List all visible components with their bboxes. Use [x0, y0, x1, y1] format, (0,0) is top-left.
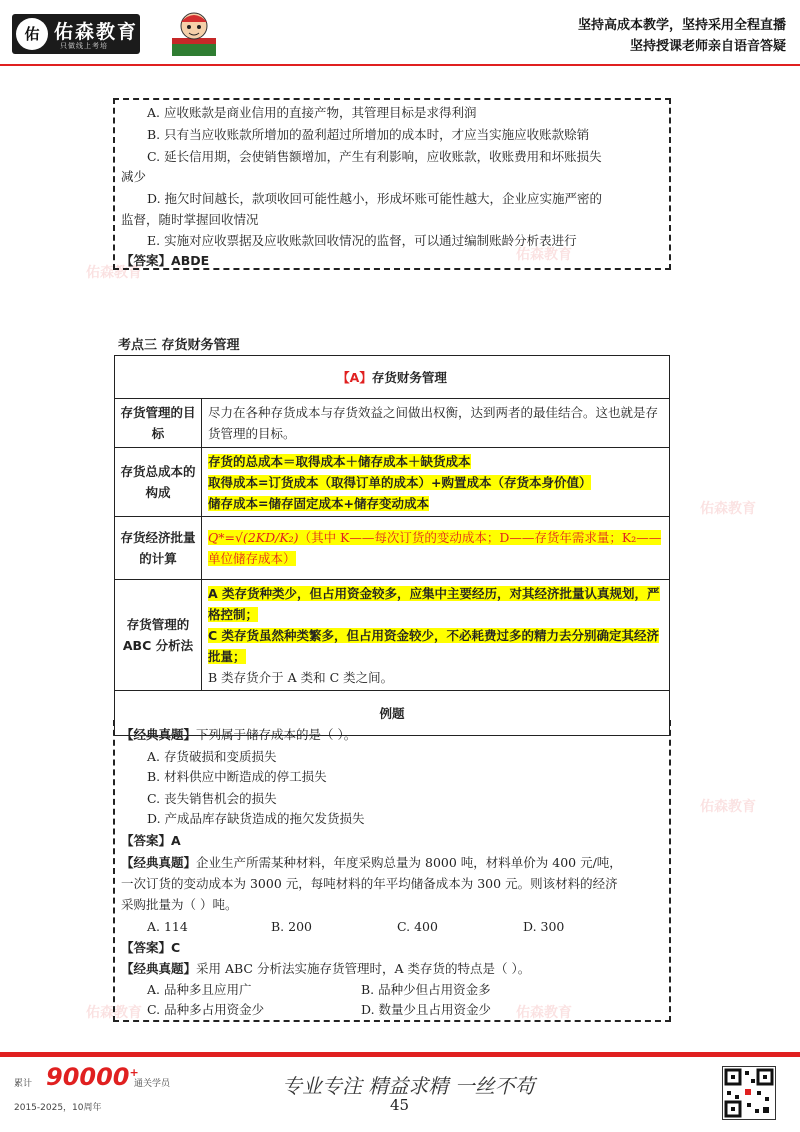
- brand-logo: [12, 14, 140, 54]
- answer-label: 【答案】: [121, 833, 172, 848]
- question-text-cont: 采购批量为（ ）吨。: [121, 897, 238, 912]
- option-c: C. 丧失销售机会的损失: [147, 791, 277, 806]
- highlighted-text: 储存成本=储存固定成本+储存变动成本: [208, 495, 429, 511]
- handwritten-motto: 专业专注 精益求精 一丝不苟: [282, 1074, 535, 1098]
- highlighted-text: C 类存货虽然种类繁多，但占用资金较少，不必耗费过多的精力去分别确定其经济批量；: [208, 627, 660, 664]
- row-content: [202, 517, 670, 580]
- watermark: 佑森教育: [700, 799, 756, 815]
- logo-name: 佑森教育: [54, 21, 139, 43]
- table-title-text: 存货财务管理: [371, 370, 447, 385]
- question-text: 采用 ABC 分析法实施存货管理时，A 类存货的特点是（ ）。: [196, 961, 531, 976]
- row-content: [202, 448, 670, 517]
- footer-suffix: 通关学员: [134, 1079, 171, 1089]
- option-b: B. 材料供应中断造成的停工损失: [147, 769, 327, 784]
- question-label: 【经典真题】: [121, 727, 197, 742]
- option-line: A. 应收账款是商业信用的直接产物，其管理目标是求得利润: [147, 105, 477, 120]
- learner-number: 90000: [46, 1063, 130, 1091]
- question-label: 【经典真题】: [121, 855, 197, 870]
- page-number: 45: [390, 1096, 410, 1114]
- inventory-management-table: [114, 355, 670, 736]
- slogan-line-2: 坚持授课老师亲自语音答疑: [629, 39, 786, 54]
- slogan-line-1: 坚持高成本教学，坚持采用全程直播: [577, 18, 786, 33]
- plus-sign: +: [129, 1066, 139, 1079]
- learner-count: [46, 1063, 139, 1091]
- option-line: E. 实施对应收票据及应收账款回收情况的监督，可以通过编制账龄分析表进行: [147, 233, 577, 248]
- option-c: C. 400: [397, 919, 438, 934]
- answer-value: C: [171, 940, 181, 955]
- footer-prefix: 累计: [14, 1079, 33, 1089]
- option-line: 监督，随时掌握回收情况: [121, 212, 259, 227]
- row-label: 存货经济批量的计算: [115, 517, 202, 580]
- logo-subtitle: 只做线上考培: [60, 42, 108, 50]
- watermark: 佑森教育: [700, 501, 756, 517]
- answer-label: 【答案】: [121, 253, 172, 268]
- option-b: B. 200: [271, 919, 312, 934]
- question-text-cont: 一次订货的变动成本为 3000 元，每吨材料的年平均储备成本为 300 元。则该材料的经济: [121, 876, 618, 891]
- row-content: 尽力在各种存货成本与存货效益之间做出权衡，达到两者的最佳结合。这也就是存货管理的目标。: [202, 399, 670, 448]
- option-a: A. 存货破损和变质损失: [147, 749, 277, 764]
- question-text: 企业生产所需某种材料，年度采购总量为 8000 吨，材料单价为 400 元/吨，: [196, 855, 622, 870]
- watermark: 佑森教育: [86, 1005, 142, 1021]
- answer-line: [121, 939, 180, 956]
- answer-value: ABDE: [171, 253, 210, 268]
- examples-box: [113, 720, 671, 1022]
- answer-label: 【答案】: [121, 940, 172, 955]
- plain-text: B 类存货介于 A 类和 C 类之间。: [208, 669, 394, 685]
- question-label: 【经典真题】: [121, 961, 197, 976]
- watermark: 佑森教育: [516, 247, 572, 263]
- example-title: 例题: [115, 691, 670, 736]
- highlighted-text: 存货的总成本＝取得成本＋储存成本＋缺货成本: [208, 453, 471, 469]
- option-d: D. 300: [523, 919, 565, 934]
- mascot-icon: [166, 8, 222, 58]
- header-divider: [0, 64, 800, 66]
- option-d: D. 数量少且占用资金少: [361, 1002, 492, 1017]
- answer-line: [121, 252, 209, 269]
- table-title: [115, 356, 670, 399]
- logo-mark-icon: 佑: [16, 18, 48, 50]
- answer-line: [121, 832, 181, 849]
- option-line: 减少: [121, 169, 147, 184]
- option-line: C. 延长信用期，会使销售额增加，产生有利影响，应收账款，收账费用和坏账损失: [147, 149, 602, 164]
- formula-note: （其中 K——每次订货的变动成本；D——存货年需求量；K₂——单位储存成本）: [208, 530, 662, 566]
- question-continuation-box: [113, 98, 671, 270]
- question-stem: [121, 726, 356, 743]
- anniversary-text: 2015-2025，10周年: [14, 1103, 102, 1113]
- option-b: B. 品种少但占用资金多: [361, 982, 491, 997]
- option-line: B. 只有当应收账款所增加的盈利超过所增加的成本时，才应当实施应收账款赊销: [147, 127, 590, 142]
- eoq-formula: Q*=√(2KD/K₂): [208, 530, 299, 545]
- option-a: A. 114: [147, 919, 188, 934]
- row-label: 存货管理的 ABC 分析法: [115, 580, 202, 691]
- option-c: C. 品种多占用资金少: [147, 1002, 265, 1017]
- watermark: 佑森教育: [86, 265, 142, 281]
- table-title-mark: 【A】: [337, 370, 372, 385]
- highlighted-text: A 类存货种类少，但占用资金较多，应集中主要经历，对其经济批量认真规划，严格控制；: [208, 585, 660, 622]
- watermark: 佑森教育: [516, 1005, 572, 1021]
- footer-divider: [0, 1052, 800, 1057]
- question-stem: [121, 960, 530, 977]
- highlighted-text: 取得成本=订货成本（取得订单的成本）+购置成本（存货本身价值）: [208, 474, 592, 490]
- question-text: 下列属于储存成本的是（ ）。: [196, 727, 357, 742]
- answer-value: A: [171, 833, 181, 848]
- option-a: A. 品种多且应用广: [147, 982, 252, 997]
- question-stem: [121, 854, 622, 871]
- section-title: 考点三 存货财务管理: [118, 338, 240, 353]
- row-content: [202, 580, 670, 691]
- row-label: 存货管理的目标: [115, 399, 202, 448]
- option-d: D. 产成品库存缺货造成的拖欠发货损失: [147, 811, 365, 826]
- option-line: D. 拖欠时间越长，款项收回可能性越小，形成坏账可能性越大，企业应实施严密的: [147, 191, 603, 206]
- row-label: 存货总成本的构成: [115, 448, 202, 517]
- qr-code-icon: [722, 1066, 776, 1120]
